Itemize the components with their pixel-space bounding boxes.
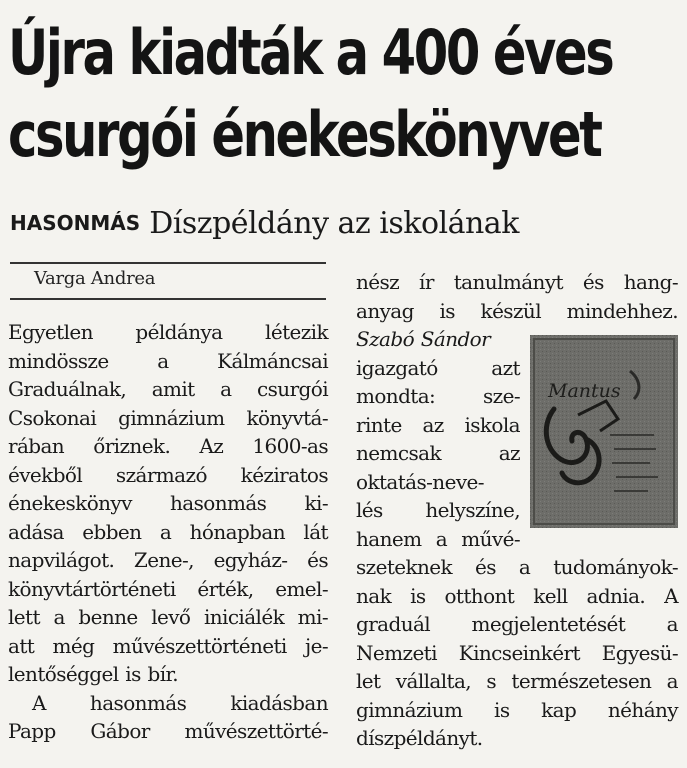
right-column-mid (356, 325, 520, 553)
body-line: mondta: sze- (356, 384, 520, 408)
kicker (10, 206, 519, 241)
body-line: nak is otthont kell adnia. A (356, 583, 678, 608)
body-line: Papp Gábor művészettörté- (8, 719, 328, 743)
body-line: énekeskönyv hasonmás ki- (8, 491, 328, 515)
body-line: anyag is készül mindehhez. (356, 298, 678, 323)
body-line: lés helyszíne, (356, 498, 520, 522)
body-line: Graduálnak, amit a csurgói (8, 377, 328, 401)
body-line: könyvtártörténeti érték, emel- (8, 576, 328, 601)
byline: Varga Andrea (34, 268, 156, 289)
body-line: hanem a művé- (356, 526, 520, 551)
body-line: Csokonai gimnázium könyvtá- (8, 405, 328, 430)
body-line: Nemzeti Kincseinkért Egyesü- (356, 640, 678, 665)
body-line: szeteknek és a tudományok- (356, 555, 678, 579)
body-line: graduál megjelentetését a (356, 612, 678, 636)
body-line: díszpéldányt. (356, 726, 483, 750)
right-column-top (356, 268, 678, 325)
body-line: gimnázium is kap néhány (356, 697, 678, 722)
headline-line-1: Újra kiadták a 400 éves (8, 16, 613, 89)
body-line: A hasonmás kiadásban (32, 690, 328, 715)
headline-line-2: csurgói énekeskönyvet (8, 98, 601, 171)
body-line: att még művészettörténeti je- (8, 633, 328, 658)
body-line: napvilágot. Zene-, egyház- és (8, 548, 328, 572)
svg-text:Mantus: Mantus (548, 380, 621, 402)
headline (8, 12, 613, 176)
byline-rule-bottom (10, 298, 326, 300)
body-line: lentőséggel is bír. (8, 662, 179, 686)
body-line: igazgató azt (356, 355, 520, 380)
body-line: nemcsak az (356, 441, 520, 465)
byline-rule-top (10, 262, 326, 264)
body-line: mindössze a Kálmáncsai (8, 348, 328, 373)
body-line: Egyetlen példánya létezik (8, 320, 328, 344)
body-line: rában őriznek. Az 1600-as (8, 434, 328, 458)
body-line: évekből származó kéziratos (8, 462, 328, 487)
manuscript-page-icon (530, 335, 678, 528)
body-line: adása ebben a hónapban lát (8, 519, 328, 544)
body-line: nész ír tanulmányt és hang- (356, 270, 678, 294)
body-line: rinte az iskola (356, 412, 520, 437)
kicker-tag: HASONMÁS (10, 211, 141, 235)
quoted-person-name: Szabó Sándor (356, 327, 491, 351)
body-line: let vállalta, s természetesen a (356, 669, 678, 693)
right-column-bottom (356, 553, 678, 753)
body-line: oktatás-neve- (356, 469, 484, 494)
left-column (8, 318, 328, 746)
subheadline: Díszpéldány az iskolának (149, 206, 519, 241)
body-line: lett a benne levő iniciálék mi- (8, 605, 328, 629)
